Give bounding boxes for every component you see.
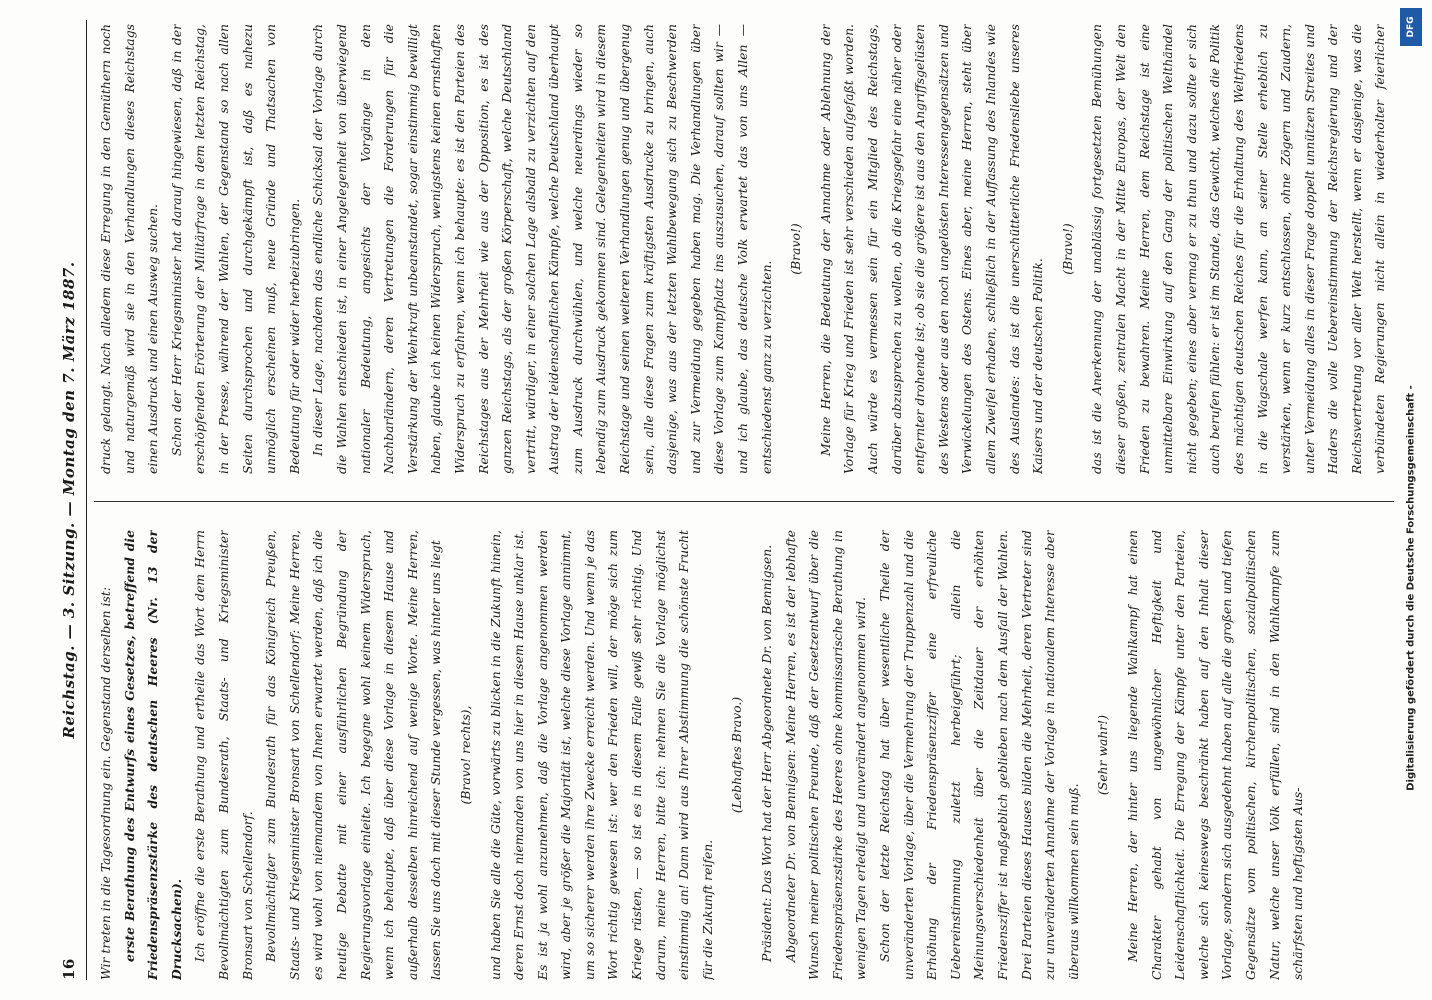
- speech-paragraph: Schon der Herr Kriegsminister hat darauf hingewiesen, daß in der erschöpfenden Erörterung der Militärfrage in dem letzten Reichstag, in der Presse, während der Wahlen, der Gegenstand so nach allen Seiten durchsprochen und durchgekämpft ist, daß es nahezu unmöglich erscheinen muß, neue Gründe und Thatsachen von Bedeutung für oder wider herbeizubringen.: [168, 24, 302, 474]
- interjection: (Bravo!): [1059, 223, 1075, 275]
- speech-paragraph: und haben Sie alle die Güte, vorwärts zu blicken in die Zukunft hinein, deren Ernst doch niemanden von uns hier in diesem Hause unklar ist. Es ist ja wohl anzunehmen, daß die Vorlage angenommen werden wird, aber je größer die Majorität ist, welche diese Vorlage annimmt, um so sicherer werden ihre Zwecke erreicht werden. Und wenn je das Wort richtig gewesen ist: wer den Frieden will, der möge sich zum Kriege rüsten, — so ist es in diesem Falle gewiß sehr richtig. Und darum, meine Herren, bitte ich: nehmen Sie die Vorlage möglichst einstimmig an! Dann wird aus Ihrer Abstimmung die schönste Frucht für die Zukunft reifen.: [487, 530, 715, 980]
- page-header: [60, 20, 87, 980]
- paragraph: Ich eröffne die erste Berathung und ertheile das Wort dem Herrn Bevollmächtigten zum Bundesrath, Staats- und Kriegsminister Bronsart von Schellendorf.: [192, 530, 255, 980]
- page-number: 16: [60, 958, 78, 980]
- paragraph: Wir treten in die Tagesordnung ein. Gegenstand derselben ist:: [98, 587, 113, 980]
- president-line: Präsident: Das Wort hat der Herr Abgeordnete Dr. von Bennigsen.: [759, 544, 775, 962]
- text-columns: [94, 20, 1404, 980]
- speech-paragraph: Bevollmächtigter zum Bundesrath für das Königreich Preußen, Staats- und Kriegsminister Bronsart von Schellendorf: Meine Herren, es wird wohl von niemandem von Ihnen erwartet werden, daß ich die heutige Debatte mit einer ausführlichen Begründung der Regierungsvorlage einleite. Ich begegne wohl keinem Widerspruch, wenn ich behaupte, daß über diese Vorlage in diesem Hause und außerhalb desselben hinreichend auf wenige Worte. Meine Herren, lassen Sie uns doch mit dieser Stunde vergessen, was hinter uns liegt: [263, 530, 444, 980]
- interjection: (Lebhaftes Bravo.): [729, 696, 745, 814]
- credit-text: Digitalisierung gefördert durch die Deutsche Forschungsgemeinschaft -: [1405, 385, 1417, 791]
- interjection: (Bravo!): [788, 223, 804, 275]
- rotated-page-content: [60, 20, 1410, 980]
- agenda-item-title: erste Berathung des Entwurfs eines Gesetzes, betreffend die Friedenspräsenzstärke des deutschen Heeres (Nr. 13 der Drucksachen).: [121, 530, 184, 980]
- speech-paragraph: druck gelangt. Nach alledem diese Erregung in den Gemüthern noch und naturgemäß wird sie in den Verhandlungen dieses Reichstags einen Ausdruck und einen Ausweg suchen.: [98, 24, 161, 474]
- interjection: (Bravo! rechts),: [457, 705, 473, 805]
- digitization-credit: [1398, 8, 1424, 988]
- dfg-logo-text: DFG: [1406, 16, 1416, 38]
- speech-paragraph: Meine Herren, die Bedeutung der Annahme oder Ablehnung der Vorlage für Krieg und Frieden ist sehr verschieden aufgefaßt worden. Auch würde es vermessen sein für ein Mitglied des Reichstags, darüber abzusprechen zu wollen, ob die Kriegsgefahr eine näher oder entfernter drohende ist; ob sie die größere ist aus den Angriffsgelüsten des Westens oder aus den noch ungelösten Interessengegensätzen und Verwickelungen des Ostens. Eines aber, meine Herren, steht über allem Zweifel erhaben, schließlich in der Auffassung des Inlandes wie des Auslandes: das ist die unerschütterliche Friedensliebe unseres Kaisers und der deutschen Politik.: [817, 24, 1046, 474]
- column-rule: [94, 501, 1394, 502]
- speech-paragraph: Schon der letzte Reichstag hat über wesentliche Theile der unveränderten Vorlage, über die Vermehrung der Truppenzahl und die Erhöhung der Friedenspräsenzziffer eine erfreuliche Uebereinstimmung zuletzt herbeigeführt; allein die Meinungsverschiedenheit über die Zeitdauer der erhöhten Friedensziffer ist maßgeblich geblieben nach dem Ausfall der Wahlen. Drei Parteien dieses Hauses bilden die Mehrheit, deren Vertreter sind zur unveränderten Annahme der Vorlage in nationalem Interesse aber überaus willkommen sein muß.: [877, 530, 1081, 980]
- right-column: [94, 24, 1394, 474]
- speech-paragraph: Abgeordneter Dr. von Bennigsen: Meine Herren, es ist der lebhafte Wunsch meiner politischen Freunde, daß der Gesetzentwurf über die Friedenspräsenzstärke des Heeres ohne kommissarische Berathung in wenigen Tagen erledigt und unverändert angenommen wird.: [782, 530, 869, 980]
- dfg-logo: [1400, 8, 1422, 46]
- speech-paragraph: In dieser Lage, nachdem das endliche Schicksal der Vorlage durch die Wahlen entschieden ist, in einer Angelegenheit von überwiegend nationaler Bedeutung, angesichts der Vorgänge in den Nachbarländern, deren Vertretungen die Forderungen für die Verstärkung der Wehrkraft unbeanstandet, sogar einstimmig bewilligt haben, glaube ich keinen Widerspruch, wenigstens keinen ernsthaften Widerspruch zu erfahren, wenn ich behaupte: es ist den Parteien des Reichstages aus der Mehrheit wie aus der Opposition, es ist des ganzen Reichstags, als der großen Körperschaft, welche Deutschland vertritt, würdiger, in einer solchen Lage alsbald zu verzichten auf den Austrag der leidenschaftlichen Kämpfe, welche Deutschland überhaupt zum Ausdruck durchwühlen, und welche neuerdings wieder so lebendig zum Ausdruck gekommen sind. Gelegenheiten wird in diesem Reichstage und seinen weiteren Verhandlungen genug und übergenug sein, alle diese Fragen zum kräftigsten Ausdrucke zu bringen, auch dasjenige, was aus der letzten Wahlbewegung sich zu Beschwerden und zur Vermeidung gegeben haben mag. Die Verhandlungen über diese Vorlage zum Kampfplatz ins auszusuchen, darauf sollten wir — und ich glaube, das deutsche Volk erwartet das von uns Allen — entschiedenst ganz zu verzichten.: [310, 24, 774, 474]
- left-column: [94, 530, 1394, 980]
- speech-paragraph: Meine Herren, der hinter uns liegende Wahlkampf hat einen Charakter gehabt von ungewöhnlicher Heftigkeit und Leidenschaftlichkeit. Die Erregung der Kämpfe unter den Parteien, welche sich keineswegs beschränkt haben auf den Inhalt dieser Vorlage, sondern sich ausgedehnt haben auf alle die großen und tiefen Gegensätze vom politischen, kirchenpolitischen, sozialpolitischen Natur, welche unser Volk erfüllen, sind in den Wahlkampfe zum schärfsten und heftigsten Aus-: [1124, 530, 1306, 980]
- speech-paragraph: das ist die Anerkennung der unablässig fortgesetzten Bemühungen dieser großen, zentralen Macht in der Mitte Europas, der Welt den Frieden zu bewahren. Meine Herren, dem Reichstage ist eine unmittelbare Einwirkung auf den Gang der politischen Welthändel nicht gegeben; eines aber vermag er zu thun und dazu sollte er sich auch berufen fühlen: er ist im Stande, das Gewicht, welches die Politik des mächtigen deutschen Reiches für die Erhaltung des Weltfriedens in die Wagschale werfen kann, an seiner Stelle erheblich zu verstärken, wenn er kurz entschlossen, ohne Zögern und Zaudern, unter Vermeidung alles in dieser Frage doppelt unnützen Streites und Haders die volle Uebereinstimmung der Reichsregierung und der Reichsvertretung vor aller Welt herstellt, wenn er dasjenige, was die verbündeten Regierungen nicht allein in wiederholter feierlicher: [1089, 24, 1388, 474]
- running-head: Reichstag. — 3. Sitzung. — Montag den 7. März 1887.: [60, 261, 78, 739]
- interjection: (Sehr wahr!): [1095, 714, 1111, 796]
